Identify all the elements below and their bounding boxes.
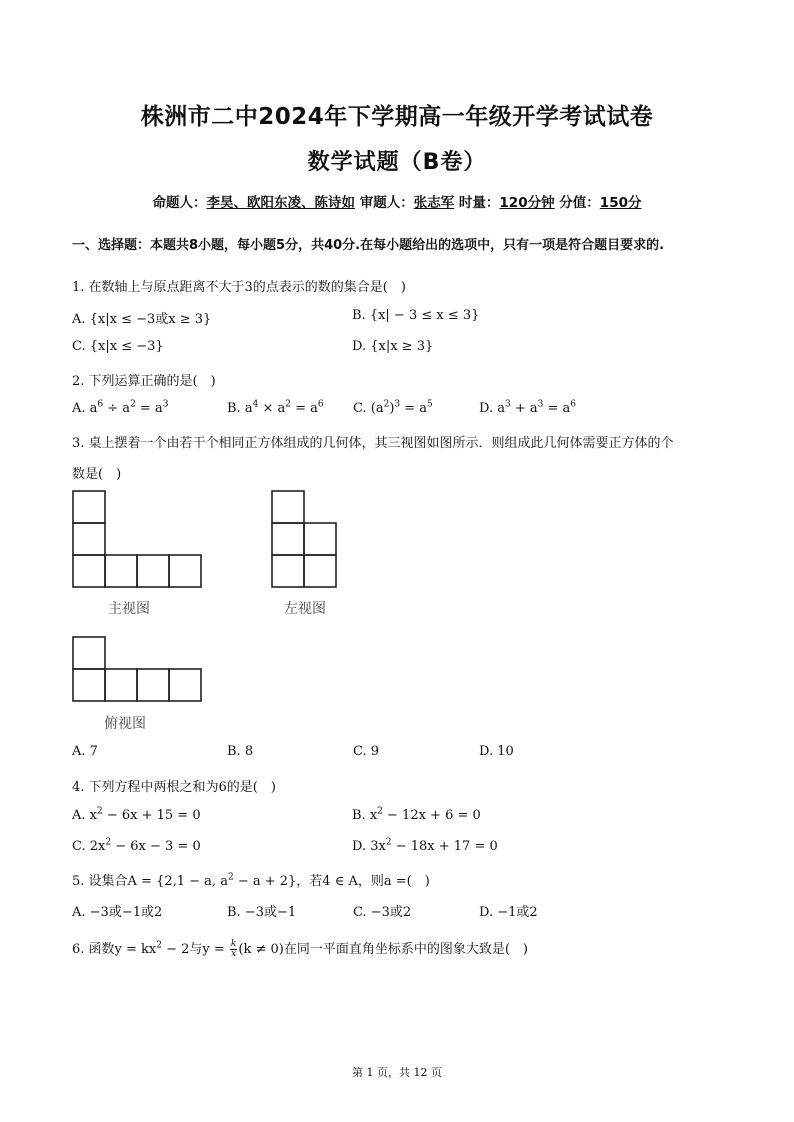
top-view-figure xyxy=(72,636,206,706)
q5-stem: 5. 设集合A = {2,1 − a, $a^2 - a + 2$}，若4 ∈ A，则a =( ) xyxy=(72,872,430,889)
q1-option-d: D. {x|x ≥ 3} xyxy=(352,339,434,354)
q5-option-c: C. −3或2 xyxy=(353,905,412,920)
page-number: 第 1 页，共 12 页 xyxy=(352,1066,442,1079)
score-label: 分值： xyxy=(559,195,600,211)
exam-title: 株洲市二中2024年下学期高一年级开学考试试卷 xyxy=(140,104,654,130)
k-over-x-fraction: $\frac{k}{x}$ xyxy=(230,939,237,959)
q1-option-b: B. {x| − 3 ≤ x ≤ 3} xyxy=(352,308,480,323)
setter-label: 命题人： xyxy=(152,195,207,211)
reviewer-label: 审题人： xyxy=(359,195,414,211)
q1-option-a: A. {x|x ≤ −3或x ≥ 3} xyxy=(72,312,212,327)
q4-option-b: B. $x^2 - 12x + 6 = 0$ xyxy=(352,806,481,823)
q2-stem: 2. 下列运算正确的是( ) xyxy=(72,374,216,389)
q3-option-c: C. 9 xyxy=(353,744,380,759)
q2-option-b: B. $a^4 \times a^2 = a^6$ xyxy=(227,399,324,416)
reviewer: 张志军 xyxy=(413,195,455,211)
top-view-label: 俯视图 xyxy=(104,716,146,732)
exam-subtitle: 数学试题（B卷） xyxy=(307,150,487,175)
front-view-label: 主视图 xyxy=(108,601,150,617)
q2-option-c: C. $(a^2)^3 = a^5$ xyxy=(353,399,433,416)
time-value: 120分钟 xyxy=(499,195,555,211)
q3-stem-line1: 3. 桌上摆着一个由若干个相同正方体组成的几何体，其三视图如图所示．则组成此几何体需要正方体的个 xyxy=(72,436,674,451)
q4-option-d: D. $3x^2 - 18x + 17 = 0$ xyxy=(352,837,498,854)
left-view-figure xyxy=(271,490,341,590)
q2-option-d: D. $a^3 + a^3 = a^6$ xyxy=(479,399,577,416)
q1-stem: 1. 在数轴上与原点距离不大于3的点表示的数的集合是( ) xyxy=(72,280,406,295)
q4-option-c: C. $2x^2 - 6x - 3 = 0$ xyxy=(72,837,201,854)
q3-option-a: A. 7 xyxy=(72,744,98,759)
front-view-figure xyxy=(72,490,206,590)
score-value: 150分 xyxy=(599,195,642,211)
q4-stem: 4. 下列方程中两根之和为6的是( ) xyxy=(72,780,276,795)
exam-meta xyxy=(0,191,794,211)
q2-option-a: A. $a^6 \div a^2 = a^3$ xyxy=(72,399,169,416)
setters: 李昊、欧阳东凌、陈诗如 xyxy=(206,195,355,211)
q3-option-b: B. 8 xyxy=(227,744,254,759)
q6-stem: 6. 函数$y = kx^2 - 2$与y = $\frac{k}{x}$ (k ≠ 0)在同一平面直角坐标系中的图象大致是( ) xyxy=(72,939,528,959)
q5-option-b: B. −3或−1 xyxy=(227,905,297,920)
q5-option-a: A. −3或−1或2 xyxy=(72,905,163,920)
q3-option-d: D. 10 xyxy=(479,744,514,759)
q4-option-a: A. $x^2 - 6x + 15 = 0$ xyxy=(72,806,201,823)
section-heading: 一、选择题：本题共8小题，每小题5分，共40分.在每小题给出的选项中，只有一项是符合题目要求的. xyxy=(72,238,665,253)
left-view-label: 左视图 xyxy=(284,601,326,617)
time-label: 时量： xyxy=(458,195,500,211)
q1-option-c: C. {x|x ≤ −3} xyxy=(72,339,164,354)
q3-stem-line2: 数是( ) xyxy=(72,467,122,482)
q5-option-d: D. −1或2 xyxy=(479,905,538,920)
